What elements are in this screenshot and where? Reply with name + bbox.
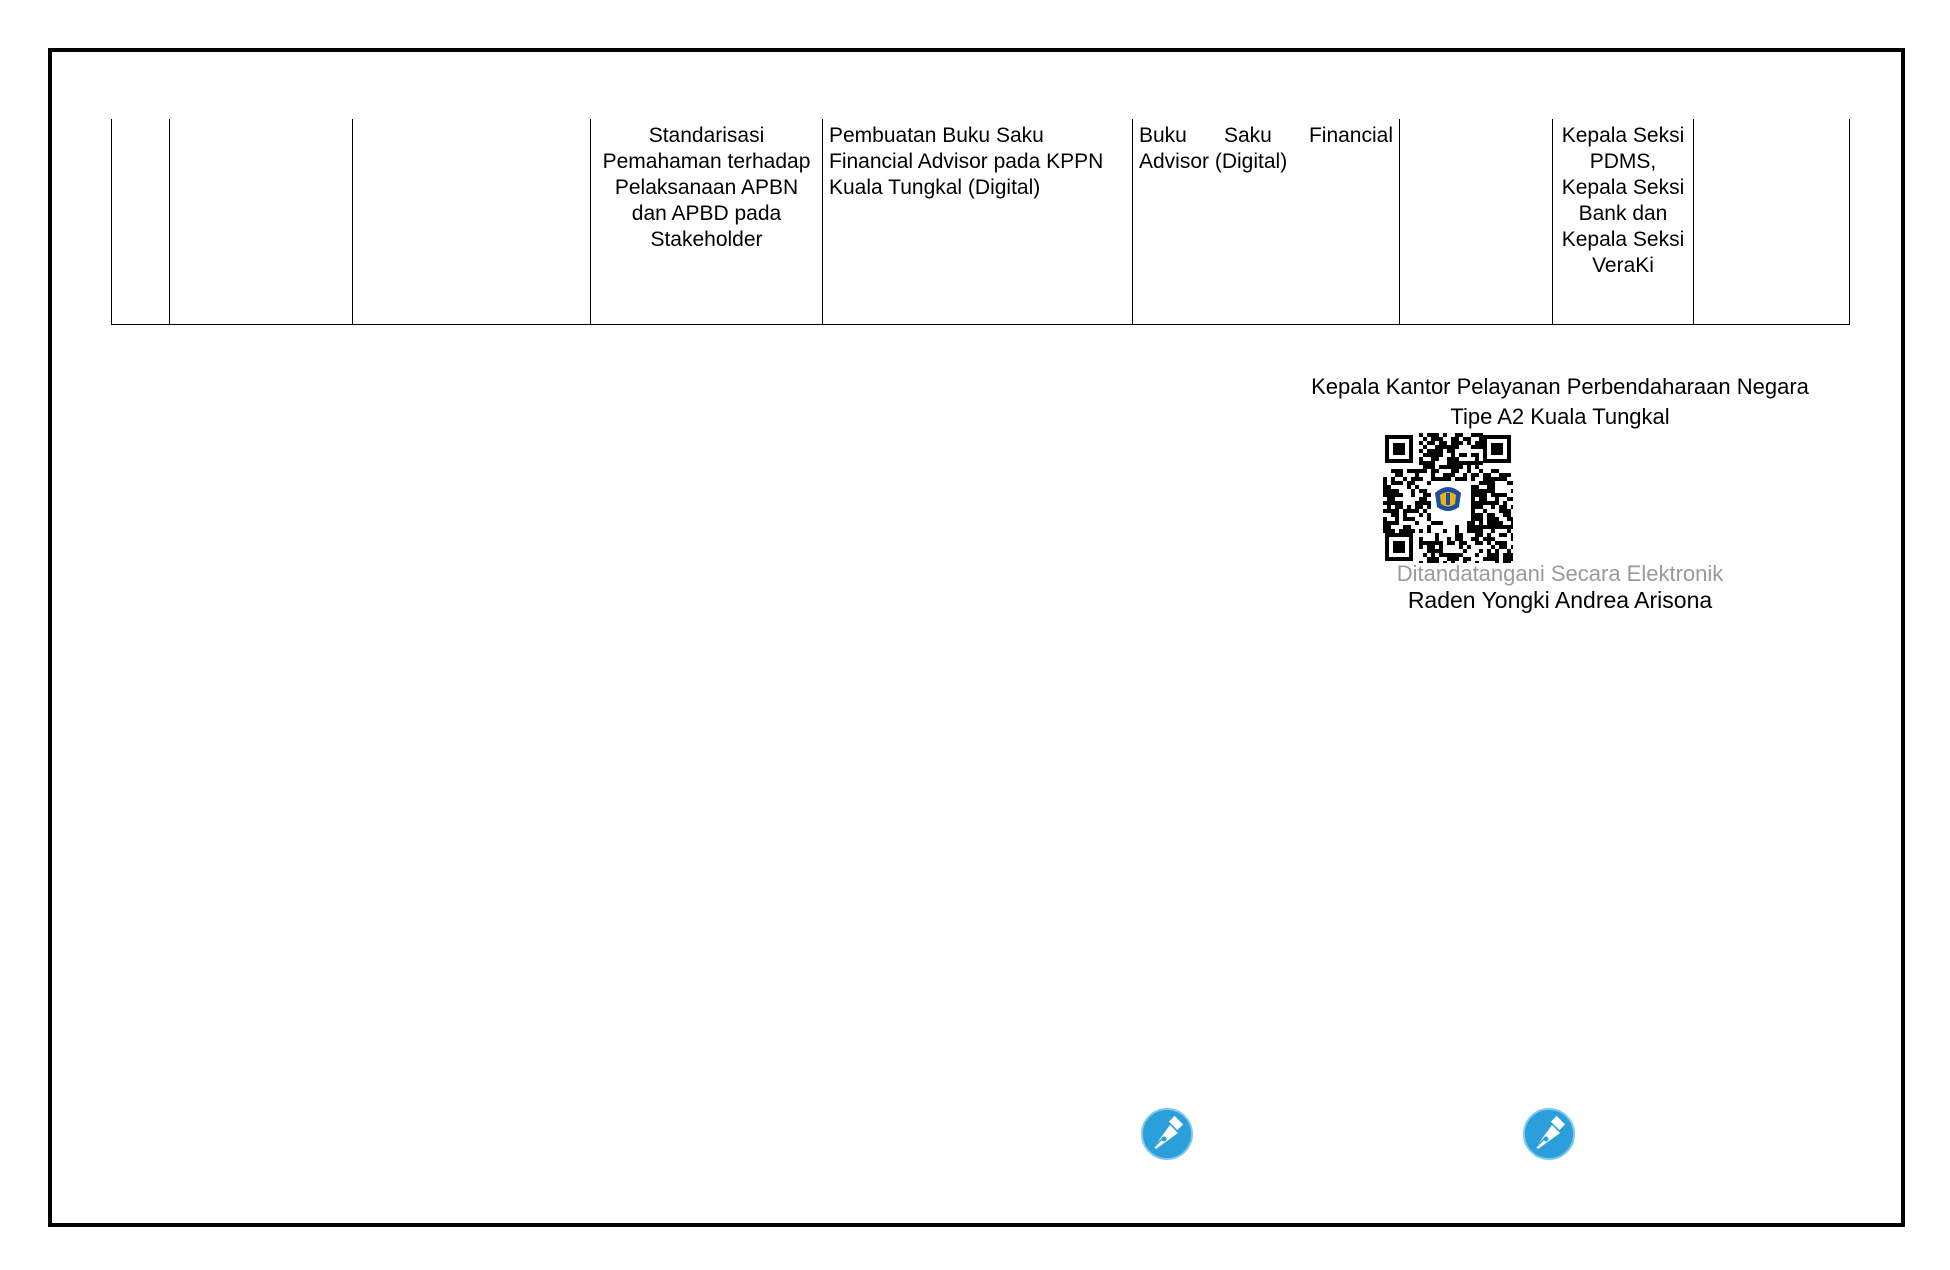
signature-title-line2: Tipe A2 Kuala Tungkal: [1450, 404, 1670, 429]
pen-nib-icon: [1140, 1107, 1194, 1161]
signed-electronically-note: Ditandatangani Secara Elektronik: [1396, 561, 1724, 586]
table-row: [112, 119, 1850, 324]
cell-output: Buku Saku Financial Advisor (Digital): [1133, 119, 1400, 324]
cell-col9: [1694, 119, 1850, 324]
pen-nib-icon: [1522, 1107, 1576, 1161]
activity-table: [111, 119, 1850, 325]
signature-title-line1: Kepala Kantor Pelayanan Perbendaharaan Negara: [1311, 374, 1809, 399]
cell-activity: Pembuatan Buku Saku Financial Advisor pada KPPN Kuala Tungkal (Digital): [823, 119, 1133, 324]
cell-program: Standarisasi Pemahaman terhadap Pelaksanaan APBN dan APBD pada Stakeholder: [591, 119, 823, 324]
cell-number: [112, 119, 170, 324]
cell-col7: [1400, 119, 1553, 324]
signature-title: [1260, 372, 1860, 432]
cell-col3: [353, 119, 591, 324]
signer-name: Raden Yongki Andrea Arisona: [1407, 587, 1713, 613]
cell-responsible: Kepala Seksi PDMS, Kepala Seksi Bank dan Kepala Seksi VeraKi: [1553, 119, 1694, 324]
cell-col2: [170, 119, 353, 324]
qr-code-icon: [1383, 433, 1513, 563]
